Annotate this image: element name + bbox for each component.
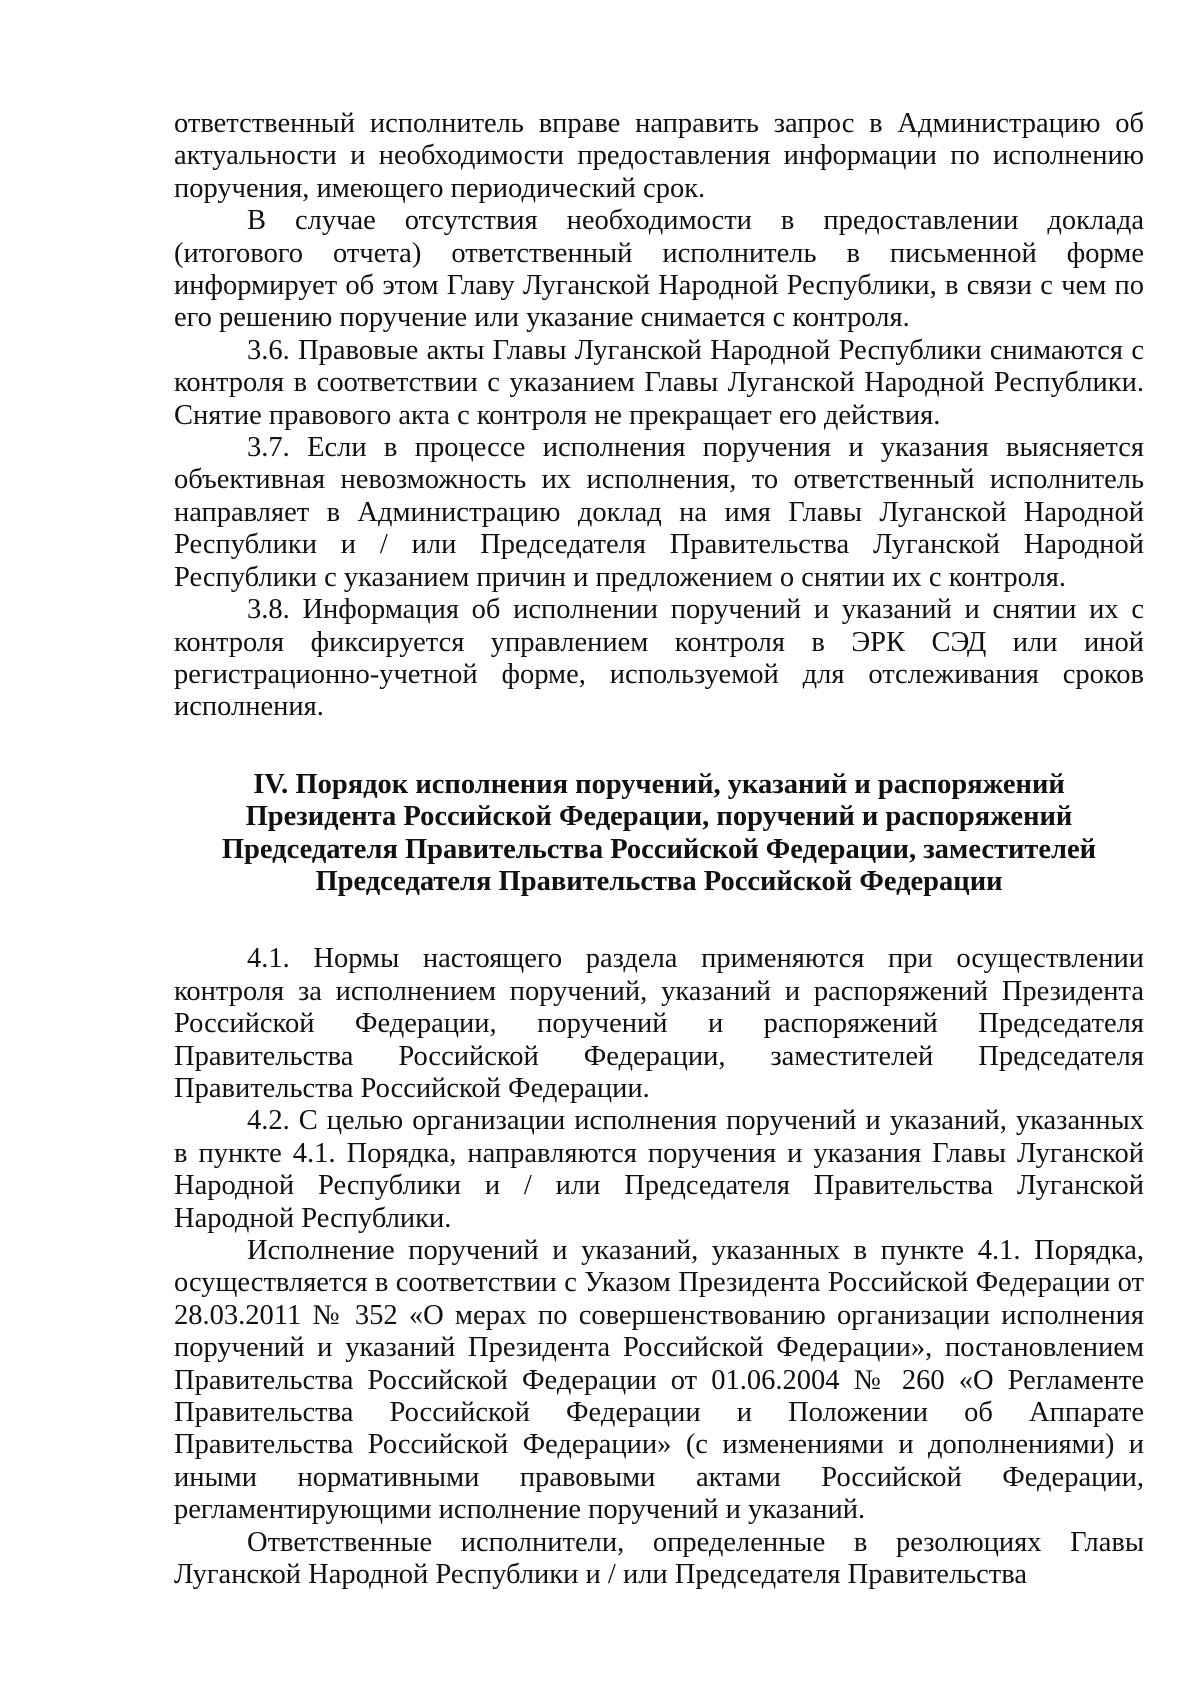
section-heading-line: IV. Порядок исполнения поручений, указаний и распоряжений (253, 768, 1065, 800)
section-heading-line: Председателя Правительства Российской Федерации (315, 865, 1003, 897)
paragraph: Исполнение поручений и указаний, указанных в пункте 4.1. Порядка, осуществляется в соответствии с Указом Президента Российской Федерации от 28.03.2011 № 352 «О мерах по совершенствованию организации исполнения поручений и указаний Президента Российской Федерации», постановлением Правительства Российской Федерации от 01.06.2004 № 260 «О Регламенте Правительства Российской Федерации и Положении об Аппарате Правительства Российской Федерации» (с изменениями и дополнениями) и иными нормативными правовыми актами Российской Федерации, регламентирующими исполнение поручений и указаний. (174, 1235, 1144, 1526)
paragraph: В случае отсутствия необходимости в предоставлении доклада (итогового отчета) ответственный исполнитель в письменной форме информирует об этом Главу Луганской Народной Республики, в связи с чем по его решению поручение или указание снимается с контроля. (174, 205, 1144, 334)
paragraph: Ответственные исполнители, определенные в резолюциях Главы Луганской Народной Республики и / или Председателя Правительства (174, 1526, 1144, 1591)
paragraph-4-1: 4.1. Нормы настоящего раздела применяются при осуществлении контроля за исполнением поручений, указаний и распоряжений Президента Российской Федерации, поручений и распоряжений Председателя Правительства Российской Федерации, заместителей Председателя Правительства Российской Федерации. (174, 943, 1144, 1104)
paragraph-3-7: 3.7. Если в процессе исполнения поручения и указания выясняется объективная невозможность их исполнения, то ответственный исполнитель направляет в Администрацию доклад на имя Главы Луганской Народной Республики и / или Председателя Правительства Луганской Народной Республики с указанием причин и предложением о снятии их с контроля. (174, 432, 1144, 593)
paragraph-3-8: 3.8. Информация об исполнении поручений и указаний и снятии их с контроля фиксируется управлением контроля в ЭРК СЭД или иной регистрационно-учетной форме, используемой для отслеживания сроков исполнения. (174, 594, 1144, 723)
paragraph-3-6: 3.6. Правовые акты Главы Луганской Народной Республики снимаются с контроля в соответствии с указанием Главы Луганской Народной Республики. Снятие правового акта с контроля не прекращает его действия. (174, 334, 1144, 431)
paragraph-4-2: 4.2. С целью организации исполнения поручений и указаний, указанных в пункте 4.1. Порядка, направляются поручения и указания Главы Луганской Народной Республики и / или Председателя Правительства Луганской Народной Республики. (174, 1105, 1144, 1234)
section-heading-line: Президента Российской Федерации, поручений и распоряжений (245, 801, 1073, 833)
document-page (174, 108, 1144, 1591)
section-heading (174, 769, 1144, 899)
section-heading-line: Председателя Правительства Российской Федерации, заместителей (221, 833, 1097, 865)
paragraph: ответственный исполнитель вправе направить запрос в Администрацию об актуальности и необходимости предоставления информации по исполнению поручения, имеющего периодический срок. (174, 108, 1144, 204)
